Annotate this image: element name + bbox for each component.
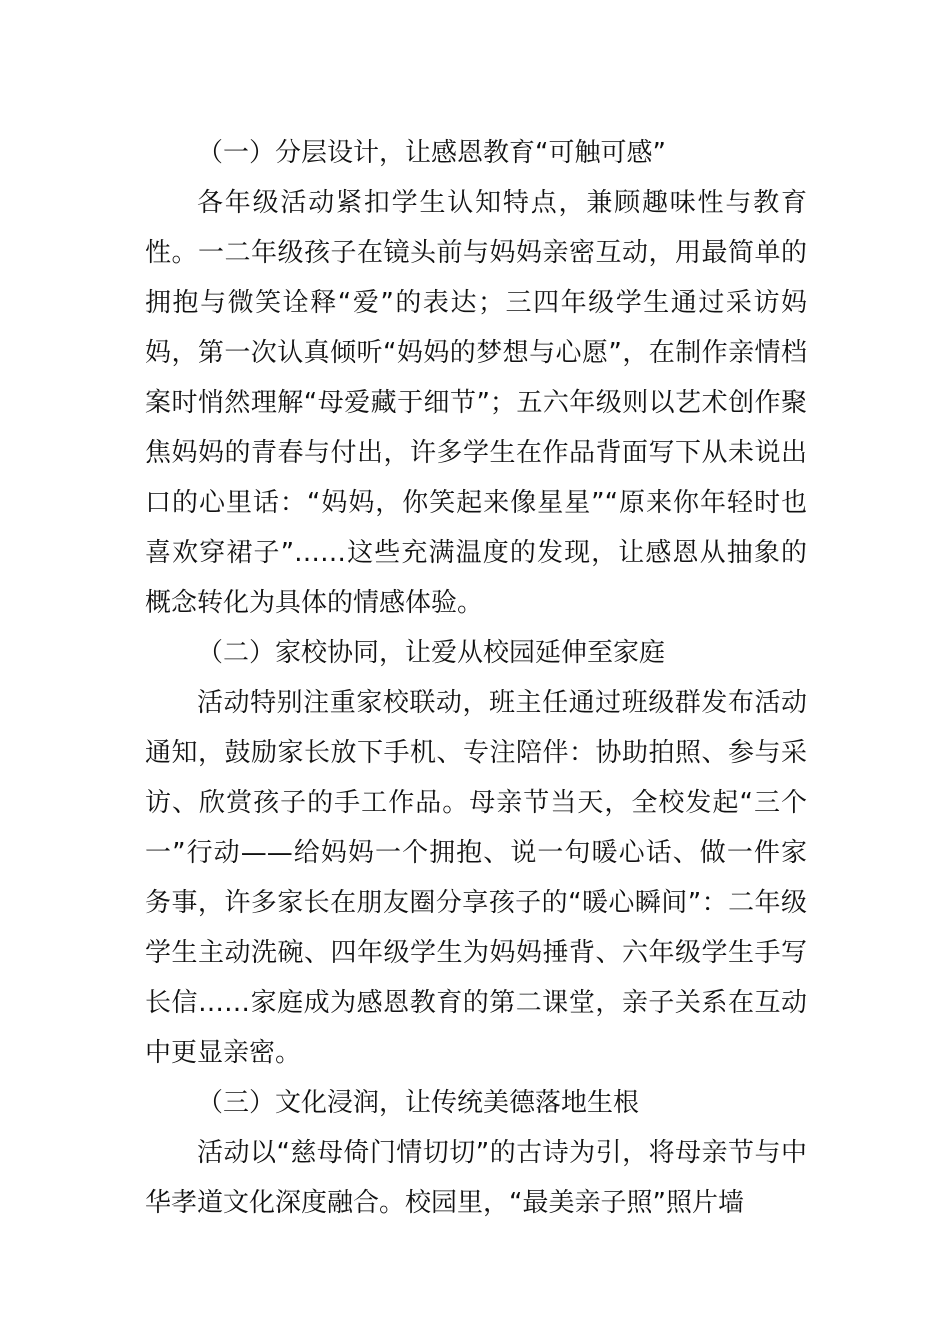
section-layered-design (145, 128, 807, 628)
section-heading: （一）分层设计，让感恩教育“可触可感” (197, 138, 666, 168)
section-culture (145, 1078, 807, 1228)
section-paragraph: 活动以“慈母倚门情切切”的古诗为引，将母亲节与中华孝道文化深度融合。校园里，“最美亲子照”照片墙 (145, 1138, 807, 1218)
section-paragraph: 活动特别注重家校联动，班主任通过班级群发布活动通知，鼓励家长放下手机、专注陪伴：协助拍照、参与采访、欣赏孩子的手工作品。母亲节当天，全校发起“三个一”行动——给妈妈一个拥抱、说一句暖心话、做一件家务事，许多家长在朋友圈分享孩子的“暖心瞬间”：二年级学生主动洗碗、四年级学生为妈妈捶背、六年级学生手写长信……家庭成为感恩教育的第二课堂，亲子关系在互动中更显亲密。 (145, 688, 807, 1068)
section-heading: （三）文化浸润，让传统美德落地生根 (197, 1088, 640, 1118)
section-home-school (145, 628, 807, 1078)
document-page (145, 128, 807, 1228)
section-paragraph: 各年级活动紧扣学生认知特点，兼顾趣味性与教育性。一二年级孩子在镜头前与妈妈亲密互动，用最简单的拥抱与微笑诠释“爱”的表达；三四年级学生通过采访妈妈，第一次认真倾听“妈妈的梦想与心愿”，在制作亲情档案时悄然理解“母爱藏于细节”；五六年级则以艺术创作聚焦妈妈的青春与付出，许多学生在作品背面写下从未说出口的心里话：“妈妈，你笑起来像星星”“原来你年轻时也喜欢穿裙子”……这些充满温度的发现，让感恩从抽象的概念转化为具体的情感体验。 (145, 188, 807, 618)
section-heading: （二）家校协同，让爱从校园延伸至家庭 (197, 638, 666, 668)
